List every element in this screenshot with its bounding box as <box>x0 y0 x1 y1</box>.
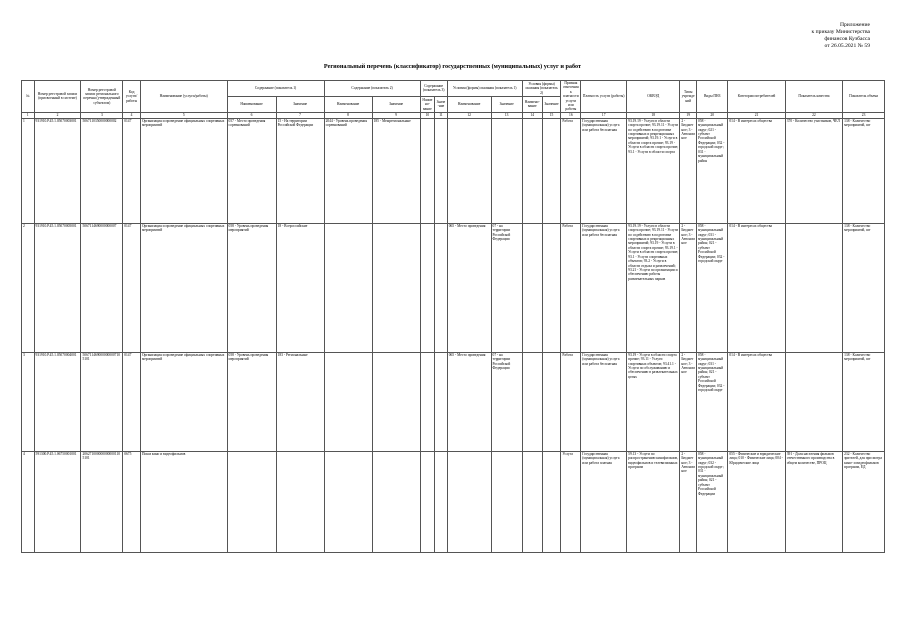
col-number: 3 <box>81 112 123 118</box>
cell-c1-value: 18 - Всероссийские <box>276 223 324 352</box>
cell-num: 1 <box>22 118 35 223</box>
sub-name: Наимено-вание <box>420 96 435 112</box>
sub-value: Значе-ние <box>435 96 448 112</box>
cell-consumers: 014 - В интересах общества <box>728 352 785 451</box>
cell-num: 3 <box>22 352 35 451</box>
cell-u2-value <box>542 451 561 552</box>
cell-okpd: 058 - муниципальный округ; 031 - муниципальный район; 021 - субъект Российской Федерации; 032 - городской округ <box>697 352 728 451</box>
col-number: 13 <box>491 112 522 118</box>
cell-spheres: 2 - Бюджетное; 3 - Автономное <box>680 223 697 352</box>
cell-payment: Государственная (муниципальная) услуга или работа бесплатная <box>581 352 627 451</box>
col-number: 4 <box>123 112 141 118</box>
sub-value: Значение <box>276 96 324 112</box>
header-cond2: Условия (формы) оказания (показатель 2) <box>522 81 561 97</box>
col-number: 21 <box>728 112 785 118</box>
cell-u2-value <box>542 118 561 223</box>
cell-u2-name <box>522 451 542 552</box>
header-payment: Платность услуги (работы) <box>581 81 627 113</box>
sub-value: Значение <box>372 96 420 112</box>
header-paid: Признак отнесения к платности услуги или работы <box>561 81 581 113</box>
cell-consumers: 014 - В интересах общества <box>728 223 785 352</box>
cell-spheres: 2 - Бюджетное; 3 - Автономное <box>680 451 697 552</box>
cell-paid: Работа <box>561 223 581 352</box>
cell-u1-value <box>491 451 522 552</box>
cell-c2-name: 2044 - Уровень проведения соревнований <box>324 118 372 223</box>
cell-c1-value: 183 - Региональные <box>276 352 324 451</box>
cell-u1-value: 07 - на территории Российской Федерации <box>491 223 522 352</box>
col-number: 22 <box>785 112 842 118</box>
cell-c3-name <box>420 223 435 352</box>
cell-c2-value: 185 - Межрегиональные <box>372 118 420 223</box>
cell-payment: Государственная (муниципальная) услуга или работа бесплатная <box>581 223 627 352</box>
appendix-line: к приказу Министерства <box>811 29 870 35</box>
col-number: 6 <box>227 112 276 118</box>
cell-volume: 232 - Количество зрителей, для просмотра кино- и видеофильмов программ, ЕД <box>843 451 885 552</box>
appendix-line: Приложение <box>839 22 870 28</box>
cell-u1-value: 07 - на территории Российской Федерации <box>491 352 522 451</box>
appendix-line: финансов Кузбасса <box>824 36 870 42</box>
cell-service-code: 0147 <box>123 352 141 451</box>
cell-c2-name <box>324 451 372 552</box>
cell-quality <box>785 223 842 352</box>
header-row <box>22 81 885 97</box>
col-number: 17 <box>581 112 627 118</box>
col-number: 9 <box>372 112 420 118</box>
cell-num: 4 <box>22 451 35 552</box>
cell-code: 931910.Р.45.1.05070005001 <box>34 223 81 352</box>
sub-name: Наименование <box>227 96 276 112</box>
cell-c1-name: 058 - Уровень проведения мероприятий <box>227 223 276 352</box>
cell-code: 931910.Р.45.1.05070003001 <box>34 118 81 223</box>
cell-c2-value <box>372 352 420 451</box>
header-code: Номер реестровой записи (присвоенный в системе) <box>34 81 81 113</box>
sub-name: Наимено-вание <box>522 96 542 112</box>
header-cond1: Условия (формы) оказания (показатель 1) <box>447 81 522 97</box>
appendix-line: от 26.05.2021 № 59 <box>824 43 870 49</box>
sub-value: Значение <box>542 96 561 112</box>
cell-service-code: 0147 <box>123 223 141 352</box>
header-base-code: Номер реестровой записи регионального перечня (утвержденный субъектом) <box>81 81 123 113</box>
cell-c3-value <box>435 223 448 352</box>
cell-paid: Работа <box>561 118 581 223</box>
col-number: 15 <box>542 112 561 118</box>
cell-payment: Государственная (муниципальная) услуга или работа платная <box>581 451 627 552</box>
cell-c1-name: 057 - Место проведения соревнований <box>227 118 276 223</box>
col-number: 7 <box>276 112 324 118</box>
cell-okpd: 058 - муниципальный округ; 032 - городской округ; 031 - муниципальный район; 021 - субъект Российской Федерации <box>697 451 728 552</box>
col-number: 19 <box>680 112 697 118</box>
cell-volume: 138 - Количество мероприятий, шт <box>843 223 885 352</box>
header-content1: Содержание (показатель 1) <box>227 81 324 97</box>
col-number: 11 <box>435 112 448 118</box>
cell-consumers: 014 - В интересах общества <box>728 118 785 223</box>
sub-value: Значение <box>491 96 522 112</box>
cell-u1-name: 065 - Место проведения <box>447 352 491 451</box>
header-okpd: Виды ПНЗ <box>697 81 728 113</box>
cell-c3-value <box>435 352 448 451</box>
cell-c2-name <box>324 352 372 451</box>
table-row <box>22 223 885 352</box>
table-row <box>22 118 885 223</box>
cell-code: 591300.Р.45.1.06750001001 <box>34 451 81 552</box>
cell-u1-name <box>447 118 491 223</box>
cell-u1-name <box>447 451 491 552</box>
cell-c2-value <box>372 451 420 552</box>
cell-base-code: 5067114690000000007105101 <box>81 352 123 451</box>
cell-name: Организация и проведение официальных спортивных мероприятий <box>140 352 227 451</box>
cell-okved: 93.19 - Услуги в области спорта прочие; 93.11 - Услуги спортивных объектов; 93.41.1 - Услуги по обслуживанию и обеспечению в развлекательных целях <box>627 352 680 451</box>
cell-base-code: 5067114690000000007 <box>81 223 123 352</box>
cell-num: 2 <box>22 223 35 352</box>
cell-c1-name: 058 - Уровень проведения мероприятий <box>227 352 276 451</box>
cell-spheres: 2 - Бюджетное; 3 - Автономное <box>680 352 697 451</box>
services-table <box>21 80 885 553</box>
cell-c2-name <box>324 223 372 352</box>
col-number: 14 <box>522 112 542 118</box>
cell-c3-name <box>420 352 435 451</box>
col-number: 1 <box>22 112 35 118</box>
header-content2: Содержание (показатель 2) <box>324 81 420 97</box>
table-row <box>22 352 885 451</box>
cell-paid: Услуга <box>561 451 581 552</box>
cell-consumers: 055 - Физические и юридические лица; 010 - Физические лица; 004 - Юридические лица <box>728 451 785 552</box>
cell-paid: Работа <box>561 352 581 451</box>
cell-quality: 370 - Количество участников, ЧЕЛ <box>785 118 842 223</box>
header-consumers: Категории потребителей <box>728 81 785 113</box>
header-okved: ОКВЭД <box>627 81 680 113</box>
col-number: 16 <box>561 112 581 118</box>
header-volume: Показатель объема <box>843 81 885 113</box>
header-content3: Содержание (показатель 3) <box>420 81 447 97</box>
col-number: 10 <box>420 112 435 118</box>
cell-c3-value <box>435 451 448 552</box>
cell-volume: 138 - Количество мероприятий, шт <box>843 118 885 223</box>
cell-c3-name <box>420 118 435 223</box>
cell-c1-value: 15 - На территории Российской Федерации <box>276 118 324 223</box>
sub-name: Наименование <box>447 96 491 112</box>
cell-quality <box>785 352 842 451</box>
cell-u2-name <box>522 223 542 352</box>
cell-code: 931910.Р.45.1.05070004001 <box>34 352 81 451</box>
cell-u2-name <box>522 118 542 223</box>
cell-okpd: 058 - муниципальный округ; 031 - муниципальный район; 021 - субъект Российской Федерации; 032 - городской округ <box>697 223 728 352</box>
cell-c1-name <box>227 451 276 552</box>
col-number: 8 <box>324 112 372 118</box>
sub-name: Наименование <box>324 96 372 112</box>
cell-okved: 93.19.19 - Услуги в области спорта прочие; 93.19.11 - Услуги по содействию в подготовке спортивных и рекреационных мероприятий; 93.19.1 - Услуги в области спорта прочие; 93.19 - Услуги в области спорта прочие; 93.1 - Услуги в области спорта <box>627 118 680 223</box>
header-spheres: Типы учреждений <box>680 81 697 113</box>
document-title: Региональный перечень (классификатор) государственных (муниципальных) услуг и работ <box>323 63 582 70</box>
cell-name: Организация и проведение официальных спортивных мероприятий <box>140 118 227 223</box>
cell-c2-value <box>372 223 420 352</box>
cell-c3-value <box>435 118 448 223</box>
cell-c3-name <box>420 451 435 552</box>
col-number: 12 <box>447 112 491 118</box>
col-number: 18 <box>627 112 680 118</box>
cell-u2-value <box>542 223 561 352</box>
cell-service-code: 0675 <box>123 451 141 552</box>
cell-spheres: 2 - Бюджетное; 3 - Автономное <box>680 118 697 223</box>
cell-c1-value <box>276 451 324 552</box>
cell-u2-name <box>522 352 542 451</box>
col-number: 20 <box>697 112 728 118</box>
cell-okved: 59.13 - Услуги по распространению кинофильмов, видеофильмов и телевизионных программ <box>627 451 680 552</box>
header-name: Наименование (услуги/работы) <box>140 81 227 113</box>
cell-okpd: 058 - муниципальный округ; 021 - субъект Российской Федерации; 032 - городской округ; 031 - муниципальный район <box>697 118 728 223</box>
col-number: 23 <box>843 112 885 118</box>
col-number: 5 <box>140 112 227 118</box>
col-number: 2 <box>34 112 81 118</box>
cell-okved: 93.19.19 - Услуги в области спорта прочие; 93.19.11 - Услуги по содействию в подготовке спортивных и рекреационных мероприятий; 93.19 - Услуги в области спорта прочие; 93.19.1 - Услуги в области спорта прочие; 93.1 - Услуги спортивных объектов; 93.2 - Услуги в области отдыха и развлечений; 93.21 - Услуги по организации и обеспечению работы развлекательных парков <box>627 223 680 352</box>
cell-volume: 138 - Количество мероприятий, шт <box>843 352 885 451</box>
cell-payment: Государственная (муниципальная) услуга или работа бесплатная <box>581 118 627 223</box>
header-num: № <box>22 81 35 113</box>
appendix-block <box>812 22 870 50</box>
cell-base-code: 2062710000000000001105101 <box>81 451 123 552</box>
cell-u2-value <box>542 352 561 451</box>
cell-name: Организация и проведение официальных спортивных мероприятий <box>140 223 227 352</box>
header-quality: Показатель качества <box>785 81 842 113</box>
cell-name: Показ кино и видеофильмов <box>140 451 227 552</box>
table-row <box>22 451 885 552</box>
cell-base-code: 5067110350000000002 <box>81 118 123 223</box>
cell-quality: 391 - Доля населения фильмов отечественного производства в общем количестве, ПРОЦ <box>785 451 842 552</box>
cell-u1-name: 065 - Место проведения <box>447 223 491 352</box>
header-service-code: Код услуги/работы <box>123 81 141 113</box>
cell-u1-value <box>491 118 522 223</box>
cell-service-code: 0147 <box>123 118 141 223</box>
